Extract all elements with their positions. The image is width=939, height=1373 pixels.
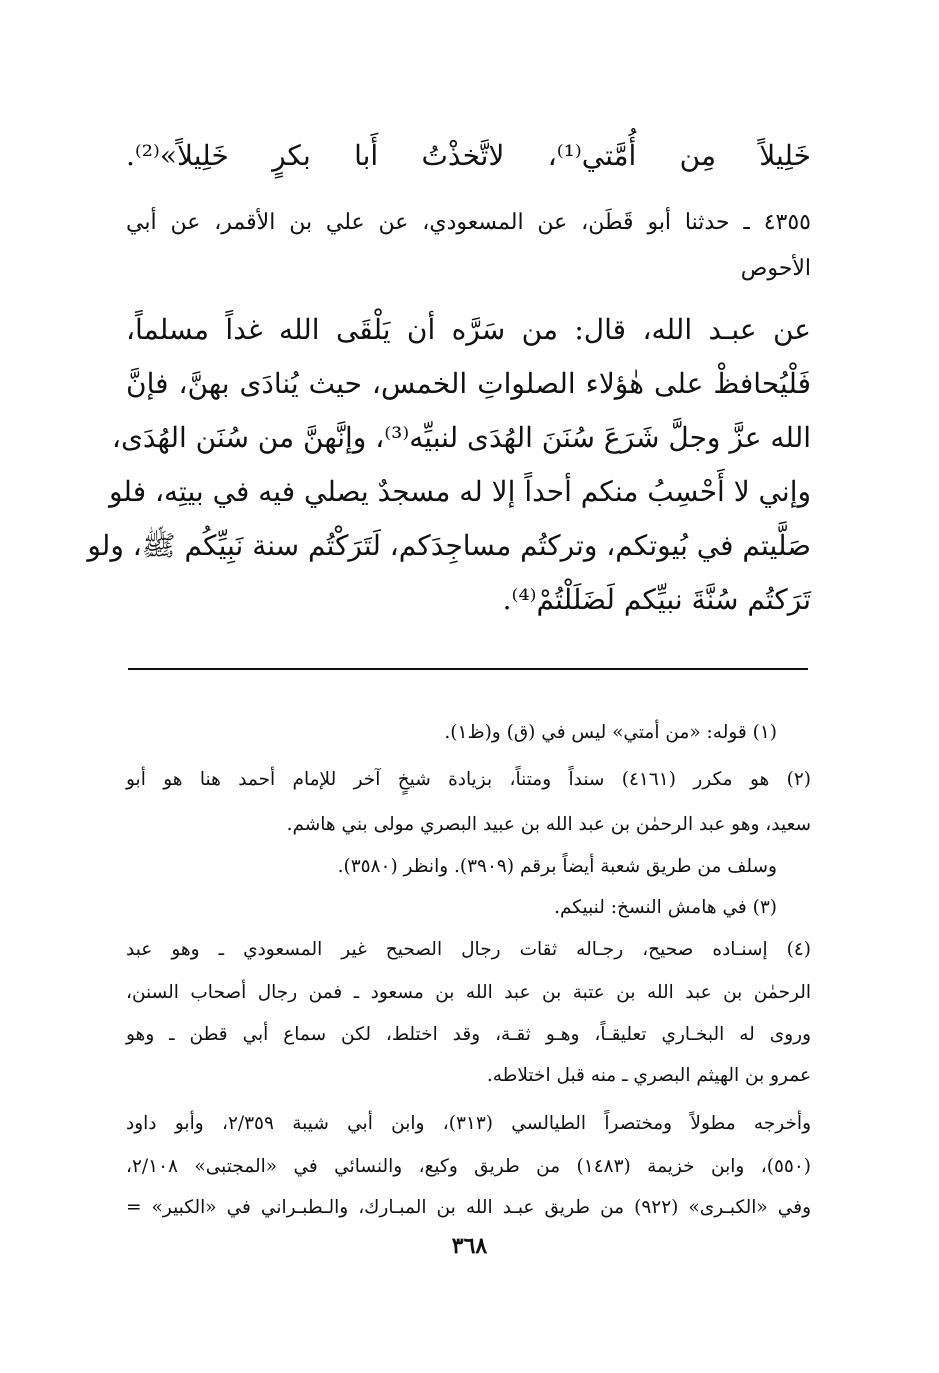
footnote-4-cont: عمرو بن الهيثم البصري ـ منه قبل اختلاطه. [486,1065,811,1086]
page-number: ٣٦٨ [451,1233,488,1259]
hadith-4355-heading: ٤٣٥٥ ـ حدثنا أبو قَطَن، عن المسعودي، عن علي بن الأقمر، عن أبي [126,210,811,235]
footnote-4-cont: وروى له البخـاري تعليقـاً، وهـو ثقـة، وقد اختلط، لكن سماع أبي قطن ـ وهو [126,1024,811,1045]
hadith-text-line: فَلْيُحافظْ على هٰؤلاء الصلواتِ الخمس، حيث يُنادَى بهنَّ، فإنَّ [126,367,811,400]
footnote-4-cont: الرحمٰن بن عبد الله بن عتبة بن عبد الله بن مسعود ـ فمن رجال أصحاب السنن، [126,982,811,1003]
hadith-text-line: عن عبـد الله، قال: من سَرَّه أن يَلْقَى الله غداً مسلماً، [126,313,811,346]
footnote-4-sources-cont: (٥٥٠)، وابن خزيمة (١٤٨٣) من طريق وكيع، والنسائي في «المجتبى» ٢/١٠٨، [126,1156,811,1177]
text-line-hadith-end: خَلِيلاً مِن أُمَّتي⁽¹⁾، لاتَّخذْتُ أَبا بكرٍ خَلِيلاً»⁽²⁾. [126,139,811,172]
hadith-text-line-last: تَرَكتُم سُنَّةَ نبيِّكم لَضَلَلْتُمْ⁽⁴⁾. [502,583,811,616]
footnote-separator [128,668,808,670]
hadith-4355-heading-cont: الأحوص [740,256,811,281]
hadith-text-line: وإني لا أَحْسِبُ منكم أحداً إلا له مسجدٌ يصلي فيه في بيتِه، فلو [108,475,811,508]
hadith-text-line: الله عزَّ وجلَّ شَرَعَ سُنَنَ الهُدَى لنبيِّه⁽³⁾، وإنَّهنَّ من سُنَن الهُدَى، [111,421,811,454]
footnote-1: (١) قوله: «من أمتي» ليس في (ق) و(ظ١). [444,722,777,743]
footnote-2-note: وسلف من طريق شعبة أيضاً برقم (٣٩٠٩). وانظر (٣٥٨٠). [337,856,777,877]
footnote-4-sources-cont: وفي «الكبـرى» (٩٢٢) من طريق عبـد الله بن المبـارك، والـطبـراني في «الكبير» = [126,1197,812,1218]
footnote-2-cont: سعيد، وهو عبد الرحمٰن بن عبد الله بن عبيد البصري مولى بني هاشم. [286,814,811,835]
footnote-4-sources: وأخرجه مطولاً ومختصراً الطيالسي (٣١٣)، وابن أبي شيبة ٢/٣٥٩، وأبو داود [126,1113,812,1134]
hadith-text-line: صَلَّيتم في بُيوتكم، وتركتُم مساجِدَكم، لَتَرَكْتُم سنة نَبِيِّكُم ﷺ، ولو [87,529,811,562]
footnote-3: (٣) في هامش النسخ: لنبيكم. [554,897,777,918]
footnote-4: (٤) إسنـاده صحيح، رجـاله ثقات رجال الصحيح غير المسعودي ـ وهو عبد [126,939,811,960]
footnote-2: (٢) هو مكرر (٤١٦١) سنداً ومتناً، بزيادة شيخٍ آخر للإمام أحمد هنا هو أبو [126,769,811,790]
